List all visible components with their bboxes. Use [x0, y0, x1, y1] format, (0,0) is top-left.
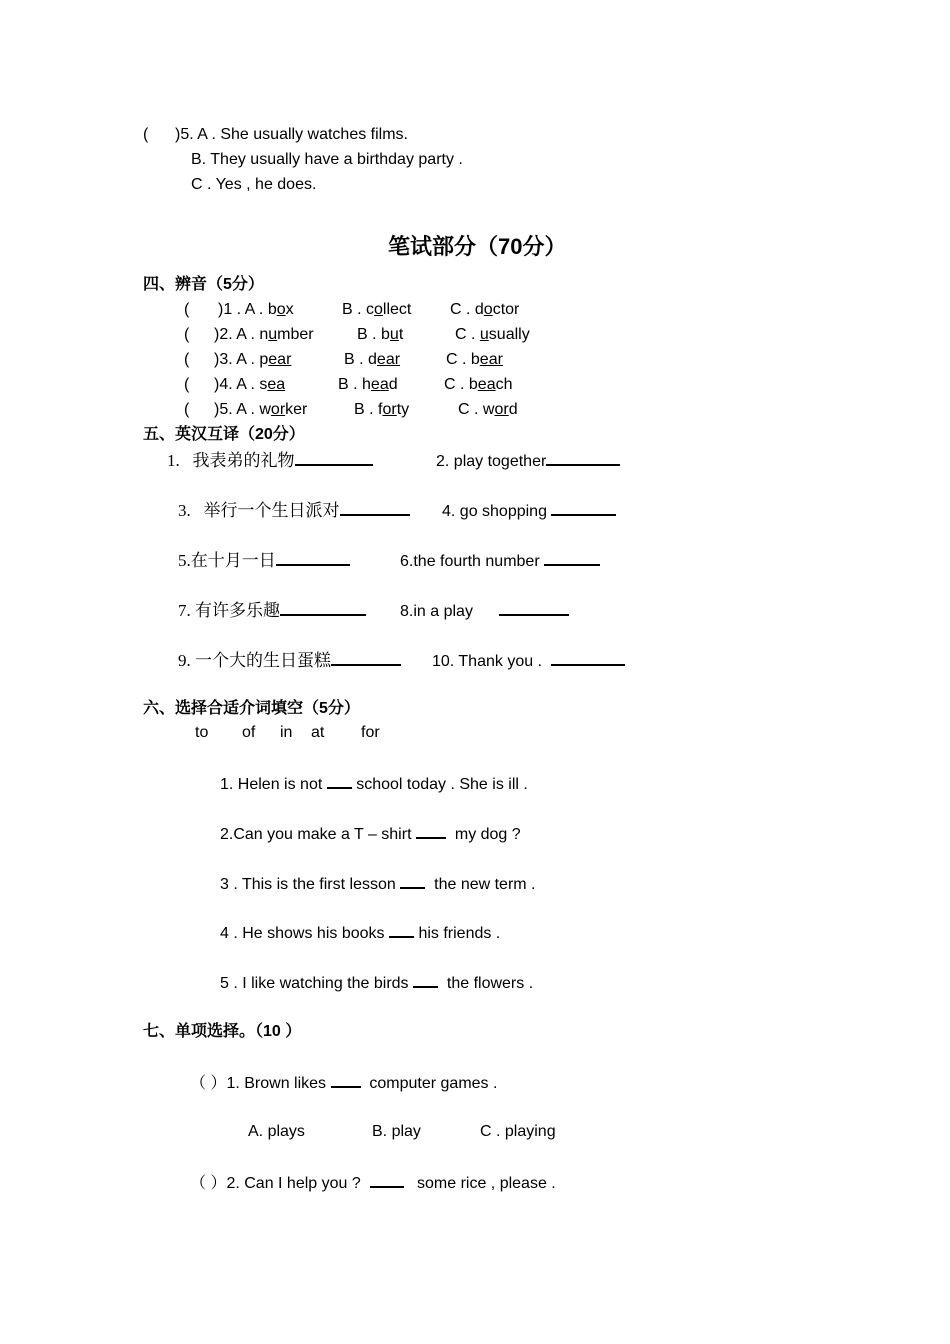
- option-letter: C .: [446, 351, 471, 368]
- option-b: [338, 375, 398, 395]
- answer-paren[interactable]: (: [184, 351, 190, 368]
- underlined-sound: or: [270, 401, 286, 418]
- item-text-after: some rice , please .: [417, 1175, 556, 1192]
- option-letter: C .: [455, 326, 480, 343]
- item-text: 6.the fourth number: [400, 553, 540, 570]
- word: [259, 326, 313, 343]
- translation-item-10: [432, 650, 625, 672]
- word-part: c: [366, 301, 375, 318]
- underlined-sound: or: [382, 401, 397, 418]
- item-number: 1.: [167, 451, 180, 470]
- word-option: at: [311, 724, 325, 741]
- option-a: [214, 350, 291, 370]
- translation-item-3: [178, 500, 410, 521]
- section-5-heading: 五、英汉互译（20分）: [143, 426, 305, 443]
- word-part: ctor: [492, 301, 520, 318]
- answer-blank[interactable]: [551, 500, 616, 516]
- word: [362, 376, 398, 393]
- answer-blank[interactable]: [499, 600, 569, 616]
- word: [366, 301, 411, 318]
- item-text-before: 2.Can you make a T – shirt: [220, 826, 412, 843]
- underlined-sound: o: [276, 301, 286, 318]
- option-b: B. They usually have a birthday party .: [191, 151, 463, 168]
- underlined-sound: ear: [268, 351, 292, 368]
- word-part: d: [508, 401, 518, 418]
- option-c: [446, 350, 503, 370]
- word: [469, 376, 513, 393]
- answer-blank[interactable]: [327, 773, 352, 789]
- answer-blank[interactable]: [280, 600, 366, 616]
- fill-blank-item-2: [220, 823, 521, 845]
- item-text: 10. Thank you .: [432, 653, 542, 670]
- translation-item-9: [178, 650, 401, 671]
- option-letter: B .: [357, 326, 382, 343]
- option-c: [458, 400, 518, 420]
- word-part: s: [259, 376, 268, 393]
- question-number: )3. A .: [214, 351, 260, 368]
- answer-blank[interactable]: [400, 873, 425, 889]
- translation-item-1: [167, 450, 373, 471]
- item-text: 举行一个生日派对: [203, 501, 340, 520]
- answer-paren: (: [143, 126, 149, 143]
- word-part: sually: [488, 326, 530, 343]
- translation-item-4: [442, 500, 616, 522]
- option-a: [218, 300, 294, 320]
- option-b: [357, 325, 403, 345]
- word: [259, 351, 291, 368]
- word-part: mber: [277, 326, 314, 343]
- answer-blank[interactable]: [544, 550, 600, 566]
- word-part: w: [482, 401, 495, 418]
- word-part: w: [259, 401, 271, 418]
- item-text-before: 3 . This is the first lesson: [220, 876, 396, 893]
- underlined-sound: or: [494, 401, 509, 418]
- option-c: [444, 375, 513, 395]
- option-c: C . Yes , he does.: [191, 176, 317, 193]
- item-text: 5.在十月一日: [178, 551, 276, 570]
- choice-question-1: [190, 1072, 497, 1094]
- word-option: in: [280, 724, 293, 741]
- answer-paren[interactable]: （ ）: [190, 1075, 227, 1092]
- word-part: llect: [382, 301, 412, 318]
- word-part: h: [362, 376, 371, 393]
- word: [368, 351, 400, 368]
- option-letter: B .: [354, 401, 379, 418]
- word-option: for: [361, 724, 380, 741]
- word-part: d: [474, 301, 484, 318]
- answer-blank[interactable]: [413, 972, 438, 988]
- answer-blank[interactable]: [389, 922, 414, 938]
- item-text: 4. go shopping: [442, 503, 547, 520]
- answer-paren[interactable]: (: [184, 326, 190, 343]
- translation-item-6: [400, 550, 600, 572]
- item-text-before: 4 . He shows his books: [220, 925, 385, 942]
- answer-blank[interactable]: [370, 1172, 404, 1188]
- word: [475, 301, 519, 318]
- item-text: 7. 有许多乐趣: [178, 601, 280, 620]
- answer-paren[interactable]: (: [184, 376, 190, 393]
- answer-blank[interactable]: [276, 550, 350, 566]
- word: [259, 376, 285, 393]
- option-a: [214, 400, 307, 420]
- item-text: 2. play together: [436, 453, 547, 470]
- word-option: of: [242, 724, 256, 741]
- fill-blank-item-5: [220, 972, 533, 994]
- underlined-sound: ea: [477, 376, 496, 393]
- question-number: )4. A .: [214, 376, 260, 393]
- option-a: A. plays: [248, 1123, 305, 1140]
- answer-paren[interactable]: (: [184, 301, 190, 318]
- word-part: b: [381, 326, 390, 343]
- item-text-before: 1. Helen is not: [220, 776, 323, 793]
- word-part: d: [368, 351, 377, 368]
- underlined-sound: ea: [267, 376, 286, 393]
- translation-item-2: [436, 450, 620, 472]
- word: [471, 351, 503, 368]
- underlined-sound: o: [483, 301, 493, 318]
- word-part: d: [388, 376, 398, 393]
- word-part: ch: [495, 376, 513, 393]
- word-part: n: [259, 326, 269, 343]
- question-number: )1 . A .: [218, 301, 268, 318]
- translation-item-7: [178, 600, 366, 621]
- written-section-title: 笔试部分（70分）: [388, 234, 567, 259]
- option-b: [344, 350, 400, 370]
- answer-paren[interactable]: （ ）: [190, 1175, 227, 1192]
- underlined-sound: ea: [370, 376, 389, 393]
- underlined-sound: ear: [376, 351, 401, 368]
- underlined-sound: o: [374, 301, 383, 318]
- underlined-sound: u: [268, 326, 278, 343]
- option-c: [450, 300, 519, 320]
- word-part: f: [378, 401, 383, 418]
- option-letter: B .: [342, 301, 367, 318]
- answer-blank[interactable]: [546, 450, 620, 466]
- option-b: [354, 400, 409, 420]
- answer-blank[interactable]: [331, 1072, 361, 1088]
- item-text-after: the flowers .: [446, 975, 534, 992]
- word: [268, 301, 294, 318]
- answer-blank[interactable]: [416, 823, 446, 839]
- question-number: )5. A .: [214, 401, 260, 418]
- item-text-after: his friends .: [418, 925, 501, 942]
- word: [381, 326, 403, 343]
- answer-blank[interactable]: [551, 650, 625, 666]
- word-part: ty: [396, 401, 410, 418]
- section-4-heading: 四、辨音（5分）: [143, 276, 264, 293]
- option-letter: B .: [338, 376, 363, 393]
- option-a: [214, 325, 314, 345]
- option-b: [342, 300, 411, 320]
- question-text: )5. A . She usually watches films.: [175, 126, 408, 143]
- option-b: B. play: [372, 1123, 421, 1140]
- word: [480, 326, 530, 343]
- word-part: ker: [285, 401, 308, 418]
- choice-question-2: [190, 1172, 556, 1194]
- answer-blank[interactable]: [295, 450, 373, 466]
- underlined-sound: u: [389, 326, 399, 343]
- word-part: b: [468, 376, 478, 393]
- fill-blank-item-1: [220, 773, 528, 795]
- word-part: b: [470, 351, 480, 368]
- word: [483, 401, 518, 418]
- word-part: b: [267, 301, 277, 318]
- answer-paren[interactable]: (: [184, 401, 190, 418]
- item-text-after: the new term .: [434, 876, 536, 893]
- option-c: [455, 325, 530, 345]
- word-option: to: [195, 724, 209, 741]
- item-text-after: school today . She is ill .: [356, 776, 528, 793]
- item-text: 8.in a play: [400, 603, 473, 620]
- answer-blank[interactable]: [340, 500, 410, 516]
- item-text-after: my dog ?: [454, 826, 521, 843]
- word: [259, 401, 307, 418]
- answer-blank[interactable]: [331, 650, 401, 666]
- item-text-before: 2. Can I help you ?: [226, 1175, 361, 1192]
- underlined-sound: u: [479, 326, 489, 343]
- word: [378, 401, 409, 418]
- word-part: x: [285, 301, 294, 318]
- question-number: )2. A .: [214, 326, 260, 343]
- translation-item-5: [178, 550, 350, 571]
- fill-blank-item-4: [220, 922, 500, 944]
- section-6-heading: 六、选择合适介词填空（5分）: [143, 700, 360, 717]
- item-text-before: 1. Brown likes: [226, 1075, 327, 1092]
- word-part: t: [398, 326, 404, 343]
- option-letter: C .: [444, 376, 469, 393]
- option-a: [214, 375, 285, 395]
- option-letter: C .: [458, 401, 483, 418]
- translation-item-8: [400, 600, 569, 622]
- item-text-after: computer games .: [369, 1075, 498, 1092]
- fill-blank-item-3: [220, 873, 536, 895]
- item-number: 3.: [178, 501, 191, 520]
- section-7-heading: 七、单项选择。（10 ）: [143, 1023, 302, 1040]
- item-text: 9. 一个大的生日蛋糕: [178, 651, 331, 670]
- item-text: 我表弟的礼物: [192, 451, 295, 470]
- option-letter: B .: [344, 351, 369, 368]
- item-text-before: 5 . I like watching the birds: [220, 975, 409, 992]
- option-letter: C .: [450, 301, 475, 318]
- word-part: p: [259, 351, 269, 368]
- underlined-sound: ear: [479, 351, 503, 368]
- option-c: C . playing: [480, 1123, 556, 1140]
